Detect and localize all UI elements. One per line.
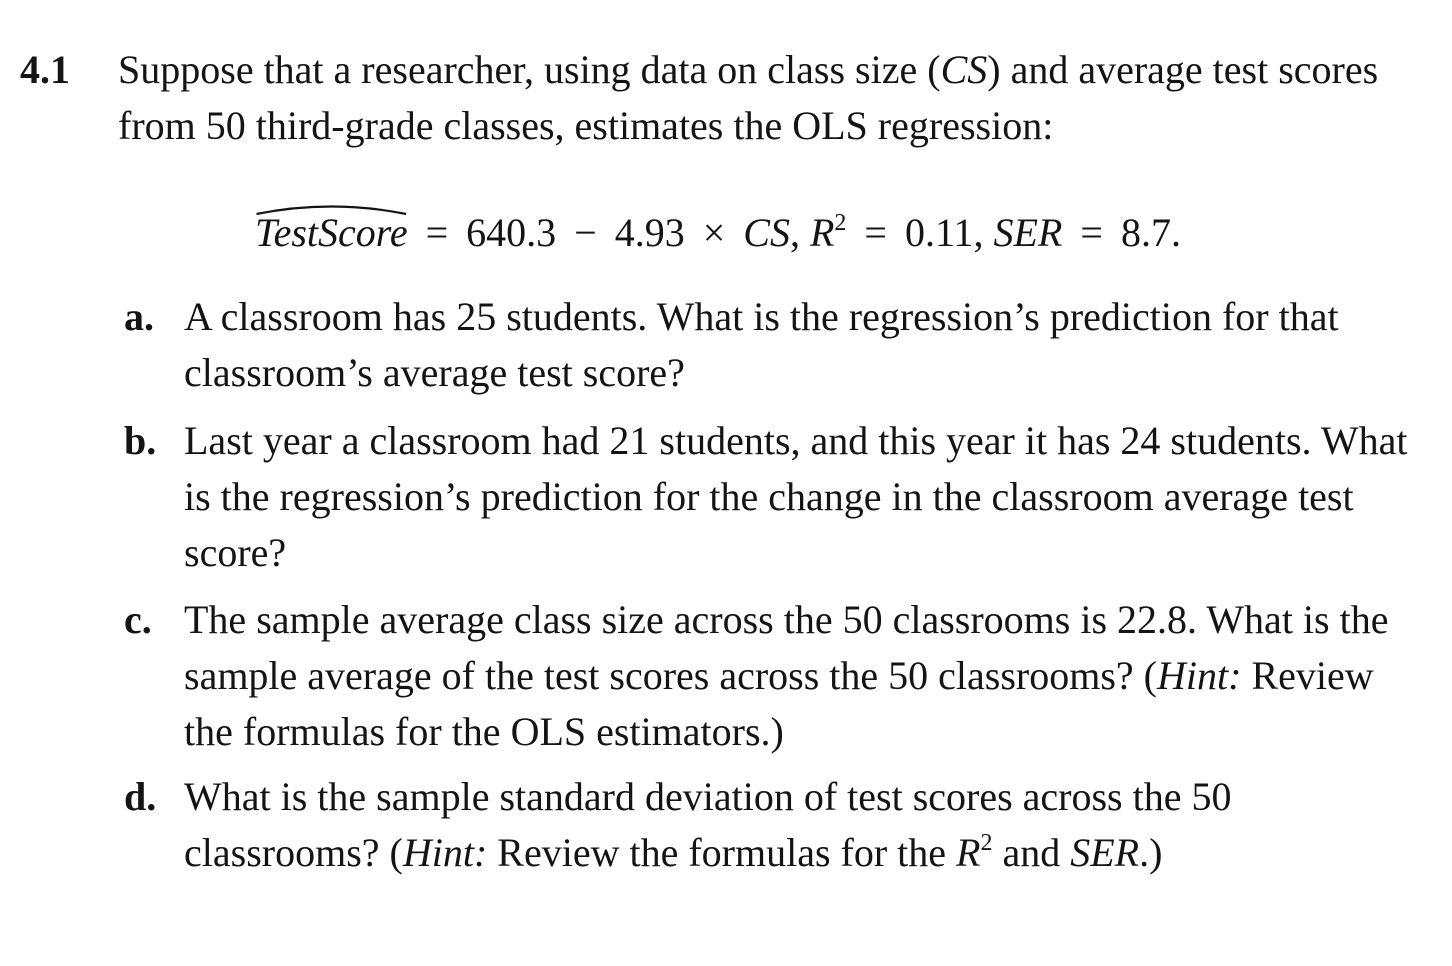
equation-lhs: [255, 205, 408, 261]
problem-intro: [118, 42, 1418, 154]
part-c-text-start: The sample average class size across the 50 classrooms is 22.8. What is the sample average of the test scores across the 50 classrooms? (: [184, 597, 1389, 698]
part-c-label: c.: [124, 597, 152, 642]
part-d-hint-word: Hint:: [402, 830, 488, 875]
part-d-r-exponent: 2: [980, 830, 993, 856]
equation-r-exponent: 2: [834, 210, 847, 236]
part-c-hint-word: Hint:: [1157, 653, 1242, 698]
intro-text-end: ) and average test scores from 50 third-grade classes, estimates the OLS regression:: [118, 47, 1379, 148]
part-d-text: [184, 769, 1414, 881]
equation-equals-2: =: [864, 210, 887, 255]
part-b-text: Last year a classroom had 21 students, and this year it has 24 students. What is the regression’s prediction for the change in the classroom average test score?: [184, 418, 1408, 575]
problem-number: 4.1: [20, 47, 70, 92]
equation-r: R: [809, 210, 835, 255]
equation-equals-1: =: [425, 210, 449, 255]
equation-minus: −: [574, 210, 597, 255]
part-d-ser: SER: [1070, 830, 1140, 875]
equation-comma: ,: [789, 210, 800, 255]
part-d-text-mid: Review the formulas for the: [487, 830, 957, 875]
part-d-text-and: and: [992, 830, 1071, 875]
part-d-label: d.: [124, 774, 157, 819]
intro-text-start: Suppose that a researcher, using data on class size (: [118, 47, 941, 92]
part-c-text: [184, 592, 1414, 760]
regression-equation: [255, 205, 1181, 261]
hat-accent: [255, 201, 408, 215]
equation-regressor: CS: [743, 210, 790, 255]
part-a-text: A classroom has 25 students. What is the regression’s prediction for that classroom’s average test score?: [184, 294, 1339, 395]
equation-times: ×: [702, 210, 726, 255]
part-d-text-start: What is the sample standard deviation of test scores across the 50 classrooms? (: [184, 774, 1232, 875]
intro-variable-cs: CS: [940, 47, 988, 92]
part-b-label: b.: [124, 418, 157, 463]
part-d-r: R: [956, 830, 981, 875]
equation-r2-value: 0.11,: [904, 210, 984, 255]
part-a-label: a.: [124, 294, 154, 339]
equation-lhs-text: TestScore: [255, 210, 408, 255]
equation-ser: SER: [993, 210, 1063, 255]
equation-ser-value: 8.7.: [1120, 210, 1181, 255]
equation-intercept: 640.3: [466, 210, 557, 255]
equation-equals-3: =: [1080, 210, 1103, 255]
equation-slope: 4.93: [614, 210, 685, 255]
part-c-text-end: Review the formulas for the OLS estimators.): [184, 653, 1374, 754]
part-d-text-end: .): [1139, 830, 1163, 875]
